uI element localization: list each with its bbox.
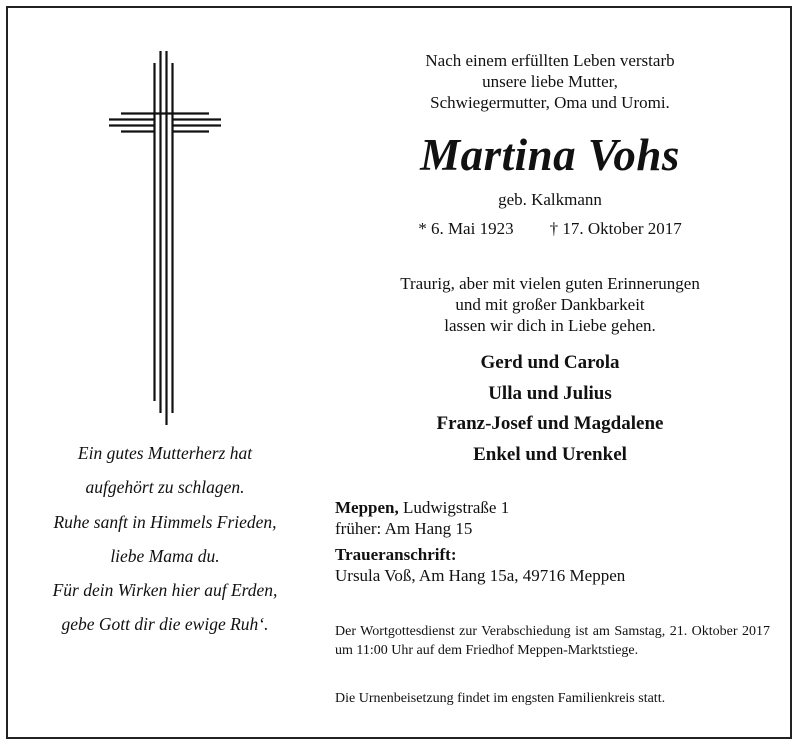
- poem-line: Ruhe sanft in Himmels Frieden,: [53, 511, 277, 532]
- mourning-quote: [330, 273, 770, 336]
- mourning-address: Ursula Voß, Am Hang 15a, 49716 Meppen: [335, 566, 626, 585]
- family-member: Enkel und Urenkel: [473, 443, 627, 465]
- city-label: Meppen,: [335, 498, 399, 517]
- poem-line: Ein gutes Mutterherz hat: [77, 443, 253, 463]
- poem-line: Für dein Wirken hier auf Erden,: [52, 580, 278, 601]
- maiden-name: geb. Kalkmann: [498, 190, 602, 209]
- family-member: Gerd und Carola: [480, 352, 620, 373]
- family-member: Franz-Josef und Magdalene: [436, 413, 664, 434]
- poem-line: gebe Gott dir die ewige Ruh‘.: [61, 614, 269, 635]
- birth-date: * 6. Mai 1923: [418, 219, 514, 238]
- family-member: Ulla und Julius: [488, 382, 612, 404]
- intro-line: Nach einem erfüllten Leben verstarb: [425, 51, 675, 70]
- intro-line: Schwiegermutter, Oma und Uromi.: [430, 93, 670, 112]
- quote-line: Traurig, aber mit vielen guten Erinnerungen: [400, 274, 700, 293]
- poem-line: liebe Mama du.: [110, 545, 220, 566]
- death-date: † 17. Oktober 2017: [549, 219, 682, 238]
- poem: [20, 436, 310, 642]
- street: Ludwigstraße 1: [403, 498, 510, 517]
- service-info: Der Wortgottesdienst zur Verabschiedung ist am Samstag, 21. Oktober 2017 um 11:00 Uhr auf dem Friedhof Meppen-Marktstiege.: [335, 624, 770, 658]
- mourning-address-label: Traueranschrift:: [335, 545, 457, 564]
- cross-icon: [109, 51, 221, 425]
- deceased-name: Martina Vohs: [420, 130, 680, 180]
- former-address: früher: Am Hang 15: [335, 519, 473, 538]
- address-block: [335, 497, 775, 586]
- intro-line: unsere liebe Mutter,: [482, 72, 618, 91]
- urn-info: Die Urnenbeisetzung findet im engsten Familienkreis statt.: [335, 691, 666, 706]
- quote-line: und mit großer Dankbarkeit: [455, 295, 645, 314]
- intro-text: [330, 50, 770, 113]
- poem-line: aufgehört zu schlagen.: [85, 477, 245, 498]
- life-dates: [330, 219, 770, 239]
- family-list: [330, 348, 770, 470]
- quote-line: lassen wir dich in Liebe gehen.: [444, 316, 656, 335]
